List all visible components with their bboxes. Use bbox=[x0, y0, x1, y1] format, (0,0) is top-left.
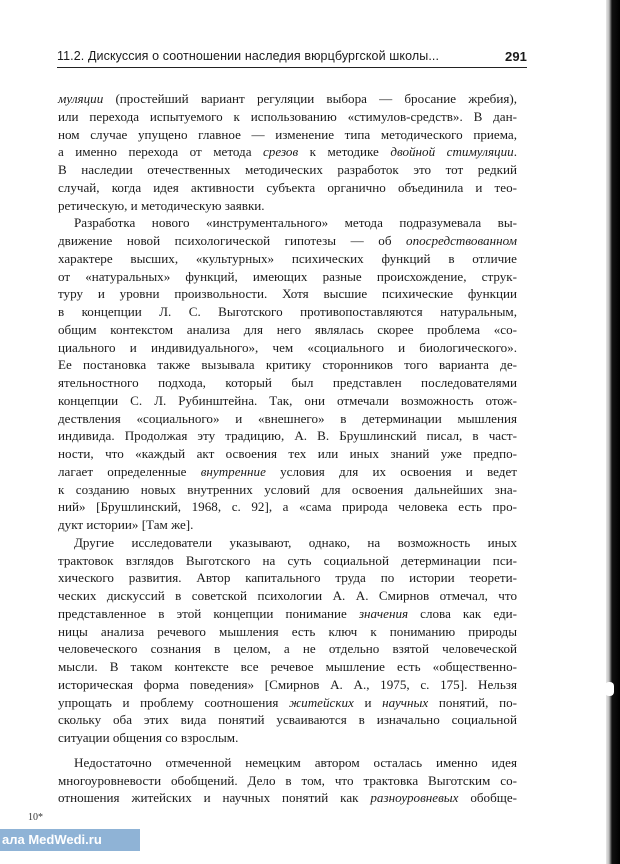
text-line bbox=[58, 268, 517, 286]
text-run: условия для их освоения и ведет bbox=[265, 463, 517, 479]
scan-edge-notch bbox=[605, 682, 614, 696]
italic-term: научных bbox=[382, 694, 429, 710]
text-run: упрощать и проблему соотношения bbox=[58, 694, 289, 710]
text-line bbox=[58, 126, 517, 144]
italic-term: разноуровневых bbox=[370, 790, 459, 806]
text-run: ном случае упущено главное — изменение типа методического приема, bbox=[58, 126, 517, 142]
text-line bbox=[58, 356, 517, 374]
text-run: (простейший вариант регуляции выбора — бросание жребия), bbox=[103, 91, 517, 106]
text-run: человеческого сознания в целом, а не отдельно взятой человеческой bbox=[58, 641, 517, 657]
text-line bbox=[58, 754, 517, 772]
text-run: Другие исследователи указывают, однако, на возможность иных bbox=[74, 534, 517, 550]
text-run: представленное в этой концепции понимание bbox=[58, 605, 359, 621]
text-line bbox=[58, 534, 517, 552]
text-line bbox=[58, 676, 517, 694]
paragraph-gap bbox=[58, 747, 517, 754]
text-run: дукт истории» [Там же]. bbox=[58, 517, 194, 532]
text-run: концепции С. Л. Рубинштейна. Так, они отмечали возможность отож- bbox=[58, 392, 517, 408]
watermark-banner: ала MedWedi.ru bbox=[0, 829, 140, 851]
text-line bbox=[58, 303, 517, 321]
text-line bbox=[58, 605, 517, 623]
italic-term: житейских bbox=[288, 694, 354, 710]
text-line bbox=[58, 410, 517, 428]
text-run: характере высших, «культурных» психических функций в отличие bbox=[58, 250, 517, 266]
text-line bbox=[58, 658, 517, 676]
text-run: ситуации общения со взрослым. bbox=[58, 730, 239, 745]
text-run: дествления «социального» и «внешнего» в детерминации мышления bbox=[58, 410, 517, 426]
text-line bbox=[58, 694, 517, 712]
text-run: понятий, по- bbox=[428, 694, 517, 710]
scan-edge-shadow bbox=[606, 0, 620, 864]
text-run: Ее постановка также вызывала критику сторонников того варианта де- bbox=[58, 357, 517, 373]
text-line bbox=[58, 445, 517, 463]
italic-term: опосредствованном bbox=[406, 233, 517, 248]
text-run: в концепции Л. С. Выготского противопоставляются натуральным, bbox=[58, 304, 517, 319]
text-line bbox=[58, 640, 517, 658]
text-line bbox=[58, 232, 517, 250]
text-line bbox=[58, 161, 517, 179]
text-run: общим контекстом анализа для него являлась скорее проблема «со- bbox=[58, 321, 517, 337]
text-line bbox=[58, 427, 517, 445]
text-line bbox=[58, 481, 517, 499]
text-run: индивида. Продолжая эту традицию, А. В. Брушлинский писал, в част- bbox=[58, 428, 517, 444]
header-rule bbox=[57, 67, 527, 68]
text-run: многоуровневости обобщений. Дело в том, что трактовка Выготским со- bbox=[58, 772, 517, 788]
text-run: историческая форма поведения» [Смирнов А. А., 1975, с. 175]. Нельзя bbox=[58, 676, 517, 692]
signature-mark: 10* bbox=[28, 812, 43, 823]
text-run: циального и индивидуального», чем «социального и биологического». bbox=[58, 339, 517, 355]
text-line bbox=[58, 108, 517, 126]
text-run: ности, что «каждый акт освоения тех или иных знаний уже предпо- bbox=[58, 446, 517, 461]
text-line bbox=[58, 711, 517, 729]
italic-term: внутренние bbox=[200, 463, 266, 479]
italic-term: срезов bbox=[263, 144, 299, 160]
text-run: скольку оба этих вида понятий усваиваются в изначально социальной bbox=[58, 712, 517, 728]
text-line bbox=[58, 729, 517, 747]
text-run: а именно перехода от метода bbox=[58, 144, 263, 160]
text-run: Недостаточно отмеченной немецким автором осталась именно идея bbox=[74, 754, 517, 770]
text-run: и bbox=[353, 694, 383, 710]
text-line bbox=[58, 179, 517, 197]
text-line bbox=[58, 321, 517, 339]
text-run: ятельностного подхода, который был представлен последователями bbox=[58, 375, 517, 390]
text-run: ний» [Брушлинский, 1968, с. 92], а «сама природа человека есть про- bbox=[58, 499, 517, 515]
text-run: обобще- bbox=[458, 790, 517, 806]
text-line bbox=[58, 143, 517, 161]
text-run: В наследии отечественных методических разработок это тот редкий bbox=[58, 162, 517, 177]
text-run: . bbox=[513, 144, 517, 160]
text-line bbox=[58, 569, 517, 587]
text-line bbox=[58, 250, 517, 268]
text-run: туру и уровни произвольности. Хотя высшие психические функции bbox=[58, 286, 517, 302]
text-run: лагает определенные bbox=[58, 463, 201, 479]
running-header-title: 11.2. Дискуссия о соотношении наследия вюрцбургской школы... bbox=[57, 49, 440, 63]
text-line bbox=[58, 789, 517, 807]
text-line bbox=[58, 552, 517, 570]
text-line bbox=[58, 498, 517, 516]
text-run: случай, когда идея активности субъекта органично объединила и тео- bbox=[58, 179, 517, 195]
text-line bbox=[58, 197, 517, 215]
text-run: ческих дискуссий в советской психологии А. А. Смирнов отмечал, что bbox=[58, 588, 517, 603]
text-run: мысли. В таком контексте все речевое мышление есть «общественно- bbox=[58, 659, 517, 674]
text-line bbox=[58, 214, 517, 232]
text-line bbox=[58, 772, 517, 790]
italic-term: значения bbox=[358, 605, 409, 621]
text-line bbox=[58, 587, 517, 605]
text-run: от «натуральных» функций, имеющих разные происхождение, струк- bbox=[58, 268, 517, 284]
text-run: или перехода испытуемого к использованию «стимулов-средств». В дан- bbox=[58, 108, 517, 124]
text-run: Разработка нового «инструментального» метода подразумевала вы- bbox=[74, 215, 517, 231]
text-run: движение новой психологической гипотезы — об bbox=[58, 233, 407, 248]
text-line bbox=[58, 392, 517, 410]
text-run: ницы анализа речевого мышления есть ключ к пониманию природы bbox=[58, 623, 517, 639]
text-run: к созданию новых внутренних условий для освоения дальнейших зна- bbox=[58, 481, 517, 497]
text-line bbox=[58, 516, 517, 534]
text-line bbox=[58, 339, 517, 357]
text-line bbox=[58, 90, 517, 108]
page-number: 291 bbox=[505, 49, 527, 64]
text-run: хического развития. Автор капитального труда по истории теорети- bbox=[58, 570, 517, 586]
text-run: отношения житейских и научных понятий как bbox=[58, 790, 371, 806]
text-run: слова как еди- bbox=[408, 605, 517, 621]
italic-term: двойной стимуляции bbox=[390, 144, 514, 160]
text-line bbox=[58, 285, 517, 303]
text-line bbox=[58, 463, 517, 481]
body-text bbox=[58, 90, 517, 807]
text-run: трактовок взглядов Выготского на суть социальной детерминации пси- bbox=[58, 552, 517, 568]
text-run: к методике bbox=[298, 144, 391, 160]
text-line bbox=[58, 374, 517, 392]
text-run: ретическую, и методическую заявки. bbox=[58, 197, 265, 213]
text-line bbox=[58, 623, 517, 641]
italic-term: муляции bbox=[58, 91, 104, 106]
